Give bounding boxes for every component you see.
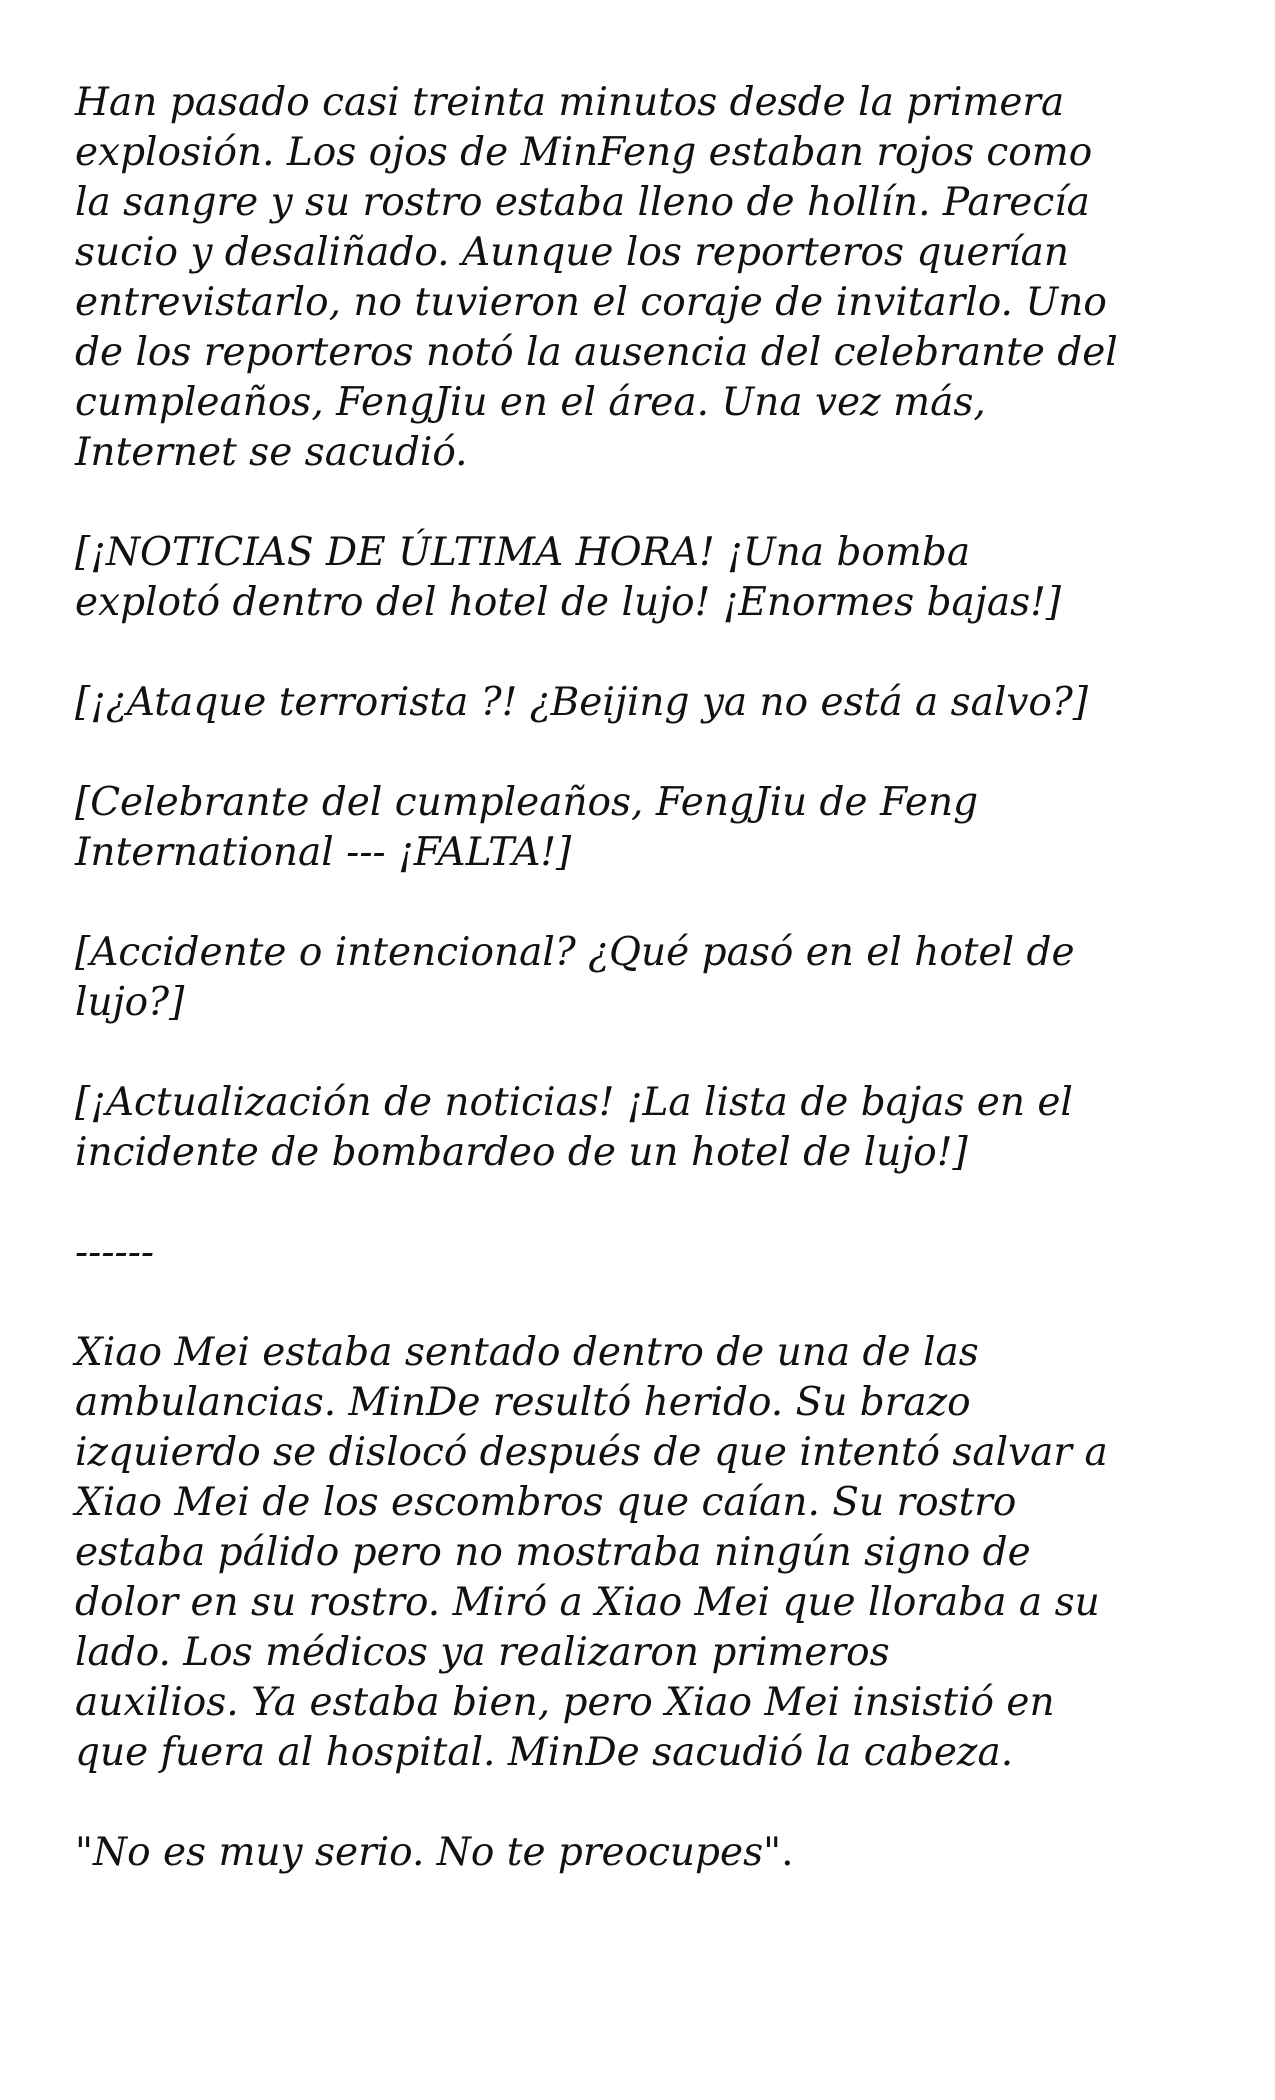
document-body — [75, 78, 1205, 1878]
section-divider: ------ — [75, 1230, 155, 1275]
headline-terrorist-attack: [¡¿Ataque terrorista ?! ¿Beijing ya no está a salvo?] — [75, 680, 1088, 725]
headline-casualty-list: [¡Actualización de noticias! ¡La lista de bajas en el incidente de bombardeo de un hotel de lujo!] — [75, 1080, 1073, 1175]
headline-breaking-news: [¡NOTICIAS DE ÚLTIMA HORA! ¡Una bomba explotó dentro del hotel de lujo! ¡Enormes bajas!] — [75, 530, 1062, 625]
paragraph-ambulance: Xiao Mei estaba sentado dentro de una de las ambulancias. MinDe resultó herido. Su brazo izquierdo se dislocó después de que intentó salvar a Xiao Mei de los escombros que caían. Su rostro estaba pálido pero no mostraba ningún signo de dolor en su rostro. Miró a Xiao Mei que lloraba a su lado. Los médicos ya realizaron primeros auxilios. Ya estaba bien, pero Xiao Mei insistió en que fuera al hospital. MinDe sacudió la cabeza. — [75, 1330, 1108, 1775]
dialogue-line — [75, 1828, 1205, 1878]
paragraph-intro: Han pasado casi treinta minutos desde la primera explosión. Los ojos de MinFeng estaban rojos como la sangre y su rostro estaba lleno de hollín. Parecía sucio y desaliñado. Aunque los reporteros querían entrevistarlo, no tuvieron el coraje de invitarlo. Uno de los reporteros notó la ausencia del celebrante del cumpleaños, FengJiu en el área. Una vez más, Internet se sacudió. — [75, 80, 1118, 475]
close-quote-mark: ". — [763, 1830, 794, 1875]
dialogue-text: No es muy serio. No te preocupes — [92, 1830, 764, 1875]
open-quote-mark: " — [75, 1830, 93, 1875]
headline-fengjiu-missing: [Celebrante del cumpleaños, FengJiu de Feng International --- ¡FALTA!] — [75, 780, 979, 875]
headline-accident-or-intentional: [Accidente o intencional? ¿Qué pasó en el hotel de lujo?] — [75, 930, 1075, 1025]
